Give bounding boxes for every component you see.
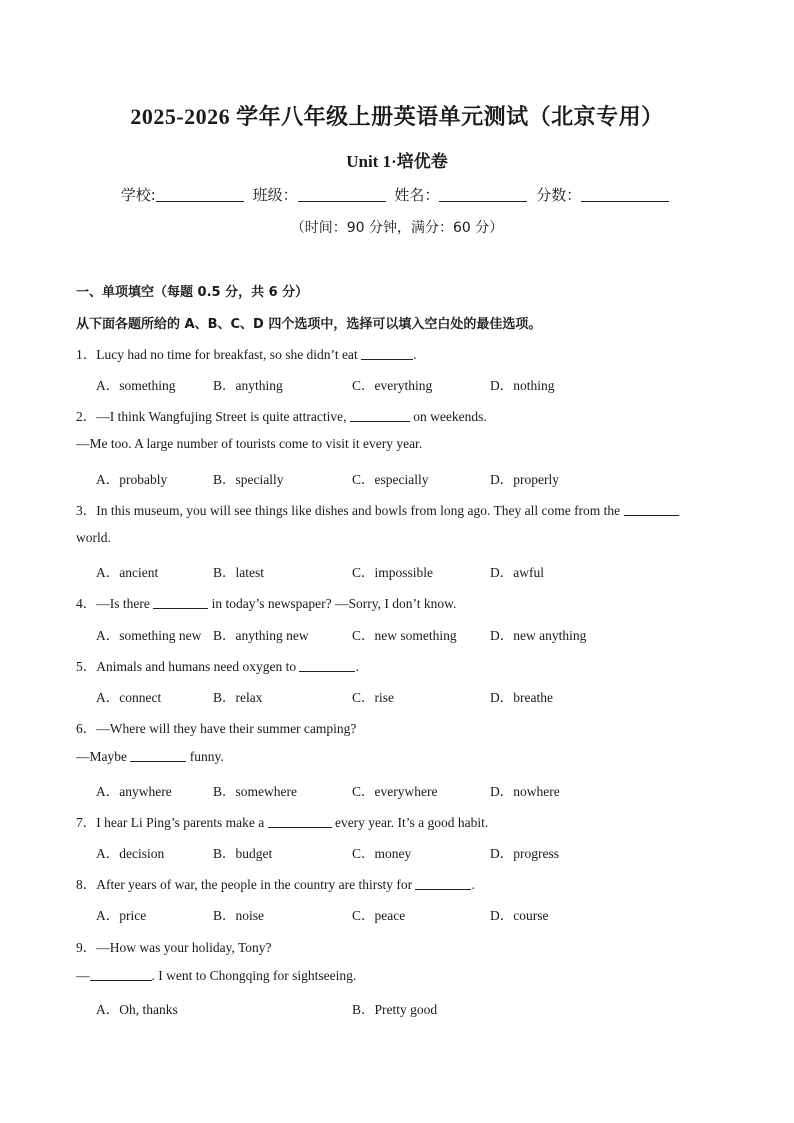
option-c[interactable]: C．peace	[352, 908, 406, 923]
option-d[interactable]: D．nowhere	[490, 784, 560, 799]
option-a[interactable]: A．Oh, thanks	[96, 1002, 178, 1017]
question-1-options	[96, 374, 716, 392]
option-d[interactable]: D．nothing	[490, 378, 555, 393]
question-text: —Maybe	[76, 749, 131, 764]
question-2-options	[96, 468, 716, 486]
question-2-line-1	[76, 405, 487, 425]
answer-blank[interactable]	[361, 346, 413, 360]
score-label: 分数：	[536, 186, 582, 204]
question-3-line-2	[76, 530, 111, 546]
question-text: —	[76, 968, 90, 983]
question-9-line-2	[76, 967, 356, 984]
question-9-options	[96, 998, 716, 1016]
name-blank[interactable]	[439, 185, 527, 202]
question-text: 1．Lucy had no time for breakfast, so she didn’t eat	[76, 347, 362, 362]
question-5-line-1	[76, 655, 359, 675]
option-d[interactable]: D．course	[490, 908, 549, 923]
name-label: 姓名：	[394, 186, 440, 204]
option-a[interactable]: A．price	[96, 908, 147, 923]
option-d[interactable]: D．progress	[490, 846, 559, 861]
option-b[interactable]: B．somewhere	[213, 784, 297, 799]
option-d[interactable]: D．awful	[490, 565, 544, 580]
question-9-line-1	[76, 936, 272, 956]
question-text: . I went to Chongqing for sightseeing.	[151, 968, 357, 983]
option-a[interactable]: A．decision	[96, 846, 165, 861]
question-text: 7．I hear Li Ping’s parents make a	[76, 815, 268, 830]
section-heading: 一、单项填空（每题 0.5 分，共 6 分）	[76, 285, 309, 300]
question-4-line-1	[76, 592, 456, 612]
exam-subtitle: Unit 1·培优卷	[346, 152, 448, 171]
question-text: world.	[76, 530, 111, 545]
option-c[interactable]: C．rise	[352, 690, 394, 705]
class-label: 班级：	[252, 186, 298, 204]
question-text: .	[355, 659, 359, 674]
option-c[interactable]: C．especially	[352, 472, 429, 487]
option-b[interactable]: B．relax	[213, 690, 263, 705]
question-text: on weekends.	[409, 409, 487, 424]
school-label: 学校:	[120, 186, 156, 204]
answer-blank[interactable]	[130, 748, 186, 762]
question-text: 3．In this museum, you will see things like dishes and bowls from long ago. They all come from the	[76, 503, 624, 518]
question-6-line-1	[76, 717, 356, 737]
question-1-line-1	[76, 343, 416, 363]
question-text: 6．—Where will they have their summer camping?	[76, 721, 357, 736]
question-3-options	[96, 561, 716, 579]
question-8-options	[96, 904, 716, 922]
option-c[interactable]: C．money	[352, 846, 412, 861]
question-6-line-2	[76, 748, 224, 765]
option-c[interactable]: C．everything	[352, 378, 433, 393]
answer-blank[interactable]	[415, 876, 471, 890]
option-b[interactable]: B．budget	[213, 846, 273, 861]
option-b[interactable]: B．specially	[213, 472, 284, 487]
question-7-options	[96, 842, 716, 860]
question-2-line-2	[76, 436, 422, 452]
question-text: —Me too. A large number of tourists come to visit it every year.	[76, 436, 423, 451]
option-d[interactable]: D．breathe	[490, 690, 553, 705]
question-text: 5．Animals and humans need oxygen to	[76, 659, 300, 674]
class-blank[interactable]	[298, 185, 386, 202]
answer-blank[interactable]	[90, 967, 152, 981]
option-b[interactable]: B．anything new	[213, 628, 309, 643]
question-4-options	[96, 624, 716, 642]
answer-blank[interactable]	[153, 595, 208, 609]
question-text: every year. It’s a good habit.	[331, 815, 489, 830]
option-d[interactable]: D．new anything	[490, 628, 587, 643]
question-5-options	[96, 686, 716, 704]
option-a[interactable]: A．anywhere	[96, 784, 172, 799]
answer-blank[interactable]	[299, 658, 355, 672]
option-b[interactable]: B．anything	[213, 378, 283, 393]
option-d[interactable]: D．properly	[490, 472, 559, 487]
question-text: .	[413, 347, 417, 362]
question-text: .	[471, 877, 475, 892]
question-7-line-1	[76, 811, 488, 831]
question-text: funny.	[186, 749, 224, 764]
option-c[interactable]: C．new something	[352, 628, 457, 643]
question-text: 9．—How was your holiday, Tony?	[76, 940, 272, 955]
section-instruction: 从下面各题所给的 A、B、C、D 四个选项中，选择可以填入空白处的最佳选项。	[76, 317, 542, 332]
option-a[interactable]: A．ancient	[96, 565, 159, 580]
time-score-info: （时间：90 分钟，满分：60 分）	[290, 220, 504, 236]
question-6-options	[96, 780, 716, 798]
question-text: in today’s newspaper? —Sorry, I don’t know.	[208, 596, 457, 611]
option-c[interactable]: C．impossible	[352, 565, 434, 580]
score-blank[interactable]	[581, 185, 669, 202]
student-info-row	[0, 184, 794, 205]
question-3-line-1	[76, 499, 679, 519]
question-text: 4．—Is there	[76, 596, 154, 611]
option-b[interactable]: B．latest	[213, 565, 264, 580]
school-blank[interactable]	[156, 185, 244, 202]
option-b[interactable]: B．noise	[213, 908, 265, 923]
option-b[interactable]: B．Pretty good	[352, 1002, 438, 1017]
option-a[interactable]: A．something new	[96, 628, 202, 643]
option-a[interactable]: A．something	[96, 378, 176, 393]
answer-blank[interactable]	[350, 408, 410, 422]
question-8-line-1	[76, 873, 475, 893]
answer-blank[interactable]	[268, 814, 332, 828]
option-a[interactable]: A．probably	[96, 472, 168, 487]
question-text: 2．—I think Wangfujing Street is quite attractive,	[76, 409, 350, 424]
option-c[interactable]: C．everywhere	[352, 784, 438, 799]
answer-blank[interactable]	[624, 502, 679, 516]
exam-title: 2025-2026 学年八年级上册英语单元测试（北京专用）	[130, 104, 664, 129]
question-text: 8．After years of war, the people in the country are thirsty for	[76, 877, 416, 892]
option-a[interactable]: A．connect	[96, 690, 162, 705]
